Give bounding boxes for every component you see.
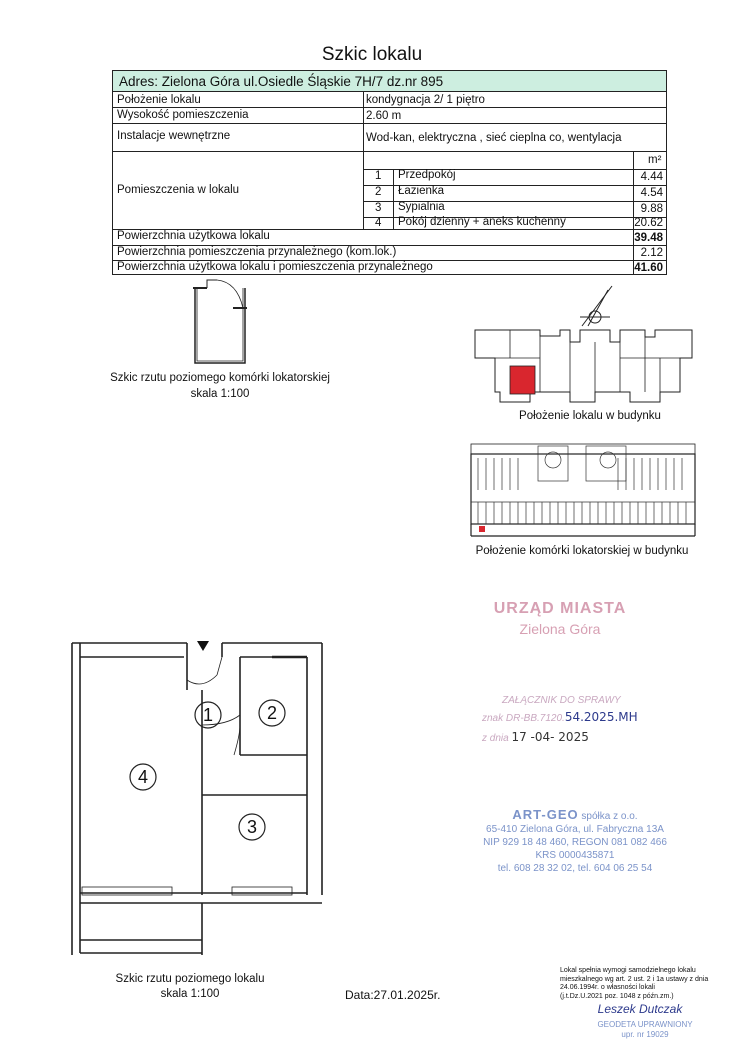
total-value: 2.12 [640,247,663,259]
room-number-label: 3 [246,817,258,837]
case-number-handwritten: 54.2025.MH [564,710,638,724]
company-ids: NIP 929 18 48 460, REGON 081 082 466 [483,837,667,848]
storage-room-sketch [185,278,255,368]
total-label: Powierzchnia użytkowa lokalu i pomieszczenia przynależnego [117,261,433,273]
total-label: Powierzchnia użytkowa lokalu [117,230,270,242]
location-label: Położenie lokalu [117,94,201,106]
room-number-label: 1 [202,705,214,725]
company-phone: tel. 608 28 32 02, tel. 604 06 25 54 [497,863,653,874]
room-area: 9.88 [640,203,663,215]
surveyor-signature: Leszek Dutczak [597,1002,683,1016]
flat-sketch-scale: skala 1:100 [160,988,220,1000]
height-value: 2.60 m [366,110,402,122]
location-value: kondygnacja 2/ 1 piętro [366,94,485,106]
storage-location-caption: Położenie komórki lokatorskiej w budynku [475,545,689,557]
flat-highlight [510,366,535,394]
legal-line: (j.t.Dz.U.2021 poz. 1048 z późn.zm.) [560,992,674,1000]
address-row [113,71,666,92]
room-name: Pokój dzienny + aneks kuchenny [398,216,566,228]
surveyor-licence: upr. nr 19029 [621,1030,669,1039]
address-text: Adres: Zielona Góra ul.Osiedle Śląskie 7H/7 dz.nr 895 [119,74,444,89]
total-value: 39.48 [634,232,663,244]
flat-data-table [112,70,667,275]
room-no: 2 [375,186,382,198]
building-location-caption: Położenie lokalu w budynku [519,410,661,422]
storage-sketch-caption: Szkic rzutu poziomego komórki lokatorskiej [110,372,330,384]
room-name: Sypialnia [398,201,445,213]
city-office-stamp [470,600,650,637]
company-name: ART-GEO [512,807,579,822]
storage-sketch-scale: skala 1:100 [190,388,250,400]
flat-floor-plan [62,635,332,975]
surveyor-stamp [580,1020,710,1040]
height-label: Wysokość pomieszczenia [117,109,249,121]
installations-label: Instalacje wewnętrzne [117,130,231,142]
annex-title: ZAŁĄCZNIK DO SPRAWY [502,695,621,706]
case-prefix: znak DR-BB.7120. [482,713,565,724]
room-name: Przedpokój [398,169,456,181]
company-stamp [470,808,680,875]
surveyor-title: GEODETA UPRAWNIONY [597,1020,693,1029]
document-date: Data:27.01.2025r. [345,988,441,1002]
room-no: 4 [375,217,382,229]
entrance-arrow-icon [197,641,209,651]
legal-line: mieszkalnego wg art. 2 ust. 2 i 1a ustawy z dnia [560,975,709,983]
room-area: 4.54 [640,187,663,199]
building-location-sketch [470,282,700,407]
office-title: URZĄD MIASTA [493,600,627,617]
legal-note [560,967,710,1001]
date-prefix: z dnia [482,733,509,744]
legal-line: Lokal spełnia wymogi samodzielnego lokalu [560,967,696,974]
company-address: 65-410 Zielona Góra, ul. Fabryczna 13A [486,824,664,835]
company-type: spółka z o.o. [581,811,638,822]
stamp-date: 17 -04- 2025 [511,730,589,744]
annex-stamp [480,695,680,744]
installations-value: Wod-kan, elektryczna , sieć cieplna co, wentylacja [366,132,622,144]
storage-location-sketch [468,440,698,540]
page-title: Szkic lokalu [321,44,423,65]
north-arrow-icon [580,286,612,326]
legal-line: 24.06.1994r. o własności lokali [560,984,655,991]
office-city: Zielona Góra [519,621,601,637]
area-unit: m² [648,154,662,166]
storage-highlight [479,526,485,532]
total-label: Powierzchnia pomieszczenia przynależnego (kom.lok.) [117,246,397,258]
company-krs: KRS 0000435871 [535,850,615,861]
room-name: Łazienka [398,185,445,197]
total-value: 41.60 [634,262,663,274]
room-area: 4.44 [640,171,663,183]
flat-sketch-caption: Szkic rzutu poziomego lokalu [115,973,265,985]
room-number-label: 2 [266,703,278,723]
room-no: 1 [375,170,382,182]
rooms-label: Pomieszczenia w lokalu [117,184,240,196]
room-area: 20.62 [634,217,663,229]
room-no: 3 [375,202,382,214]
room-number-label: 4 [137,767,149,787]
